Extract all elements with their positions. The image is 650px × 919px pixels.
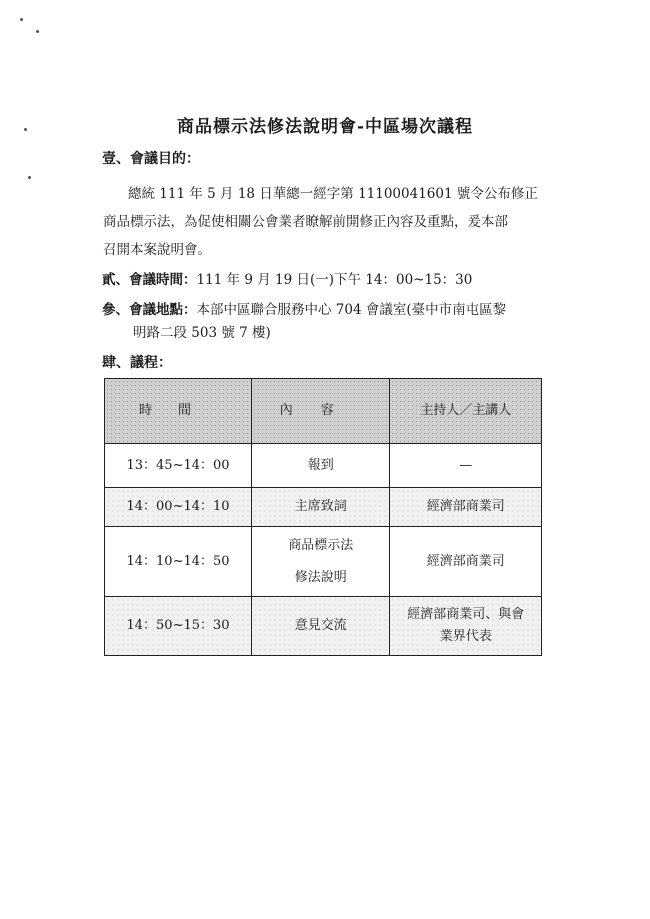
cell-time: 14：10~14：50	[105, 527, 252, 597]
table-row	[105, 488, 542, 527]
meeting-time-row	[102, 268, 472, 288]
table-row	[105, 444, 542, 488]
table-row	[105, 527, 542, 597]
meeting-venue-row	[102, 298, 506, 318]
section-1-heading: 壹、會議目的：	[102, 151, 200, 167]
header-time: 時間	[105, 379, 252, 444]
cell-time: 14：00~14：10	[105, 488, 252, 527]
cell-host: —	[390, 444, 542, 488]
scan-speck	[28, 176, 31, 179]
agenda-table	[104, 378, 542, 656]
meeting-venue-value-line-1: 本部中區聯合服務中心 704 會議室(臺中市南屯區黎	[196, 302, 507, 318]
document-title: 商品標示法修法說明會-中區場次議程	[176, 117, 474, 137]
cell-time: 13：45~14：00	[105, 444, 252, 488]
purpose-line-2: 商品標示法，為促使相關公會業者瞭解前開修正內容及重點，爰本部	[103, 214, 508, 230]
scan-speck	[20, 18, 23, 21]
cell-content: 報到	[252, 444, 390, 488]
cell-host: 經濟部商業司	[390, 488, 542, 527]
meeting-venue-value-line-2: 明路二段 503 號 7 樓)	[133, 325, 271, 341]
cell-host: 經濟部商業司	[390, 527, 542, 597]
cell-content-line-2: 修法說明	[294, 569, 347, 585]
meeting-venue-label: 參、會議地點：	[102, 302, 197, 318]
scan-speck	[36, 30, 39, 33]
cell-content: 意見交流	[252, 597, 390, 656]
agenda-header-row	[105, 379, 542, 444]
meeting-time-value: 111 年 9 月 19 日(一)下午 14：00~15：30	[196, 272, 473, 288]
cell-time: 14：50~15：30	[105, 597, 252, 656]
purpose-line-3: 召開本案說明會。	[103, 242, 211, 258]
section-4-heading: 肆、議程：	[102, 355, 172, 371]
cell-host-line-2: 業界代表	[439, 629, 492, 644]
cell-host	[390, 597, 542, 656]
table-row	[105, 597, 542, 656]
purpose-line-1: 總統 111 年 5 月 18 日華總一經字第 11100041601 號令公布修正	[128, 186, 538, 202]
meeting-time-label: 貳、會議時間：	[102, 272, 197, 288]
cell-content: 主席致詞	[252, 488, 390, 527]
cell-content	[252, 527, 390, 597]
header-host: 主持人／主講人	[390, 379, 542, 444]
cell-host-line-1: 經濟部商業司、與會	[407, 607, 525, 622]
header-content: 內容	[252, 379, 390, 444]
cell-content-line-1: 商品標示法	[288, 537, 354, 553]
